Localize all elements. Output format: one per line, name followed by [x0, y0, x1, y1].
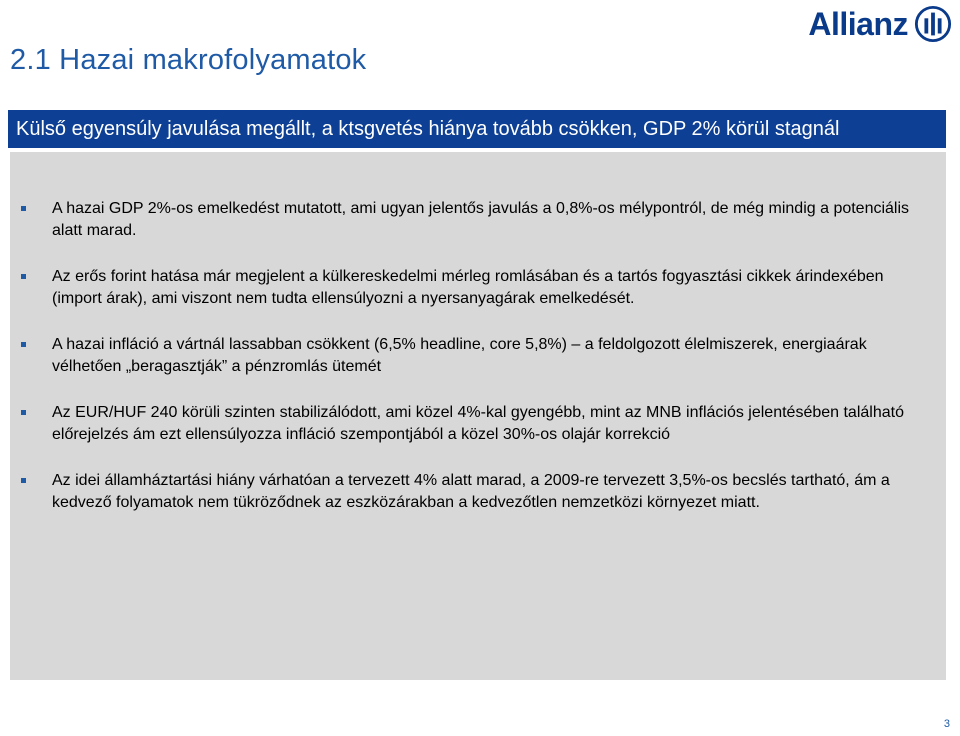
bullet-text: A hazai GDP 2%-os emelkedést mutatott, ami ugyan jelentős javulás a 0,8%-os mélypontról, de még mindig a potenciális alatt marad. [52, 200, 910, 239]
content-panel [10, 152, 946, 680]
square-bullet-icon [21, 274, 26, 279]
allianz-eagle-icon [914, 5, 952, 43]
page-number: 3 [943, 718, 950, 730]
bullet-text: Az EUR/HUF 240 körüli szinten stabilizálódott, ami közel 4%-kal gyengébb, mint az MNB inflációs jelentésében található előrejelzés ám ezt ellensúlyozza infláció szempontjából a közel 30%-os olajár korrekció [52, 404, 904, 443]
square-bullet-icon [21, 206, 26, 211]
allianz-logo [808, 4, 952, 44]
list-item [10, 266, 946, 310]
list-item [10, 402, 946, 446]
square-bullet-icon [21, 478, 26, 483]
bullet-text: A hazai infláció a vártnál lassabban csökkent (6,5% headline, core 5,8%) – a feldolgozott élelmiszerek, energiaárak vélhetően „beragasztják” a pénzromlás ütemét [52, 336, 867, 375]
list-item [10, 334, 946, 378]
square-bullet-icon [21, 410, 26, 415]
bullet-text: Az erős forint hatása már megjelent a külkereskedelmi mérleg romlásában és a tartós fogyasztási cikkek árindexében (import árak), ami viszont nem tudta ellensúlyozni a nyersanyagárak emelkedését. [52, 268, 884, 307]
list-item [10, 198, 946, 242]
bullet-list [10, 198, 946, 538]
banner-text: Külső egyensúly javulása megállt, a ktsgvetés hiánya tovább csökken, GDP 2% körül stagnál [16, 117, 840, 140]
subtitle-banner [8, 110, 946, 148]
square-bullet-icon [21, 342, 26, 347]
logo-wordmark: Allianz [808, 5, 908, 42]
bullet-text: Az idei államháztartási hiány várhatóan a tervezett 4% alatt marad, a 2009-re tervezett 3,5%-os becslés tartható, ám a kedvező folyamatok nem tükröződnek az eszközárakban a kedvezőtlen nemzetközi környezet miatt. [52, 472, 890, 511]
slide-title: 2.1 Hazai makrofolyamatok [10, 44, 367, 76]
list-item [10, 470, 946, 514]
